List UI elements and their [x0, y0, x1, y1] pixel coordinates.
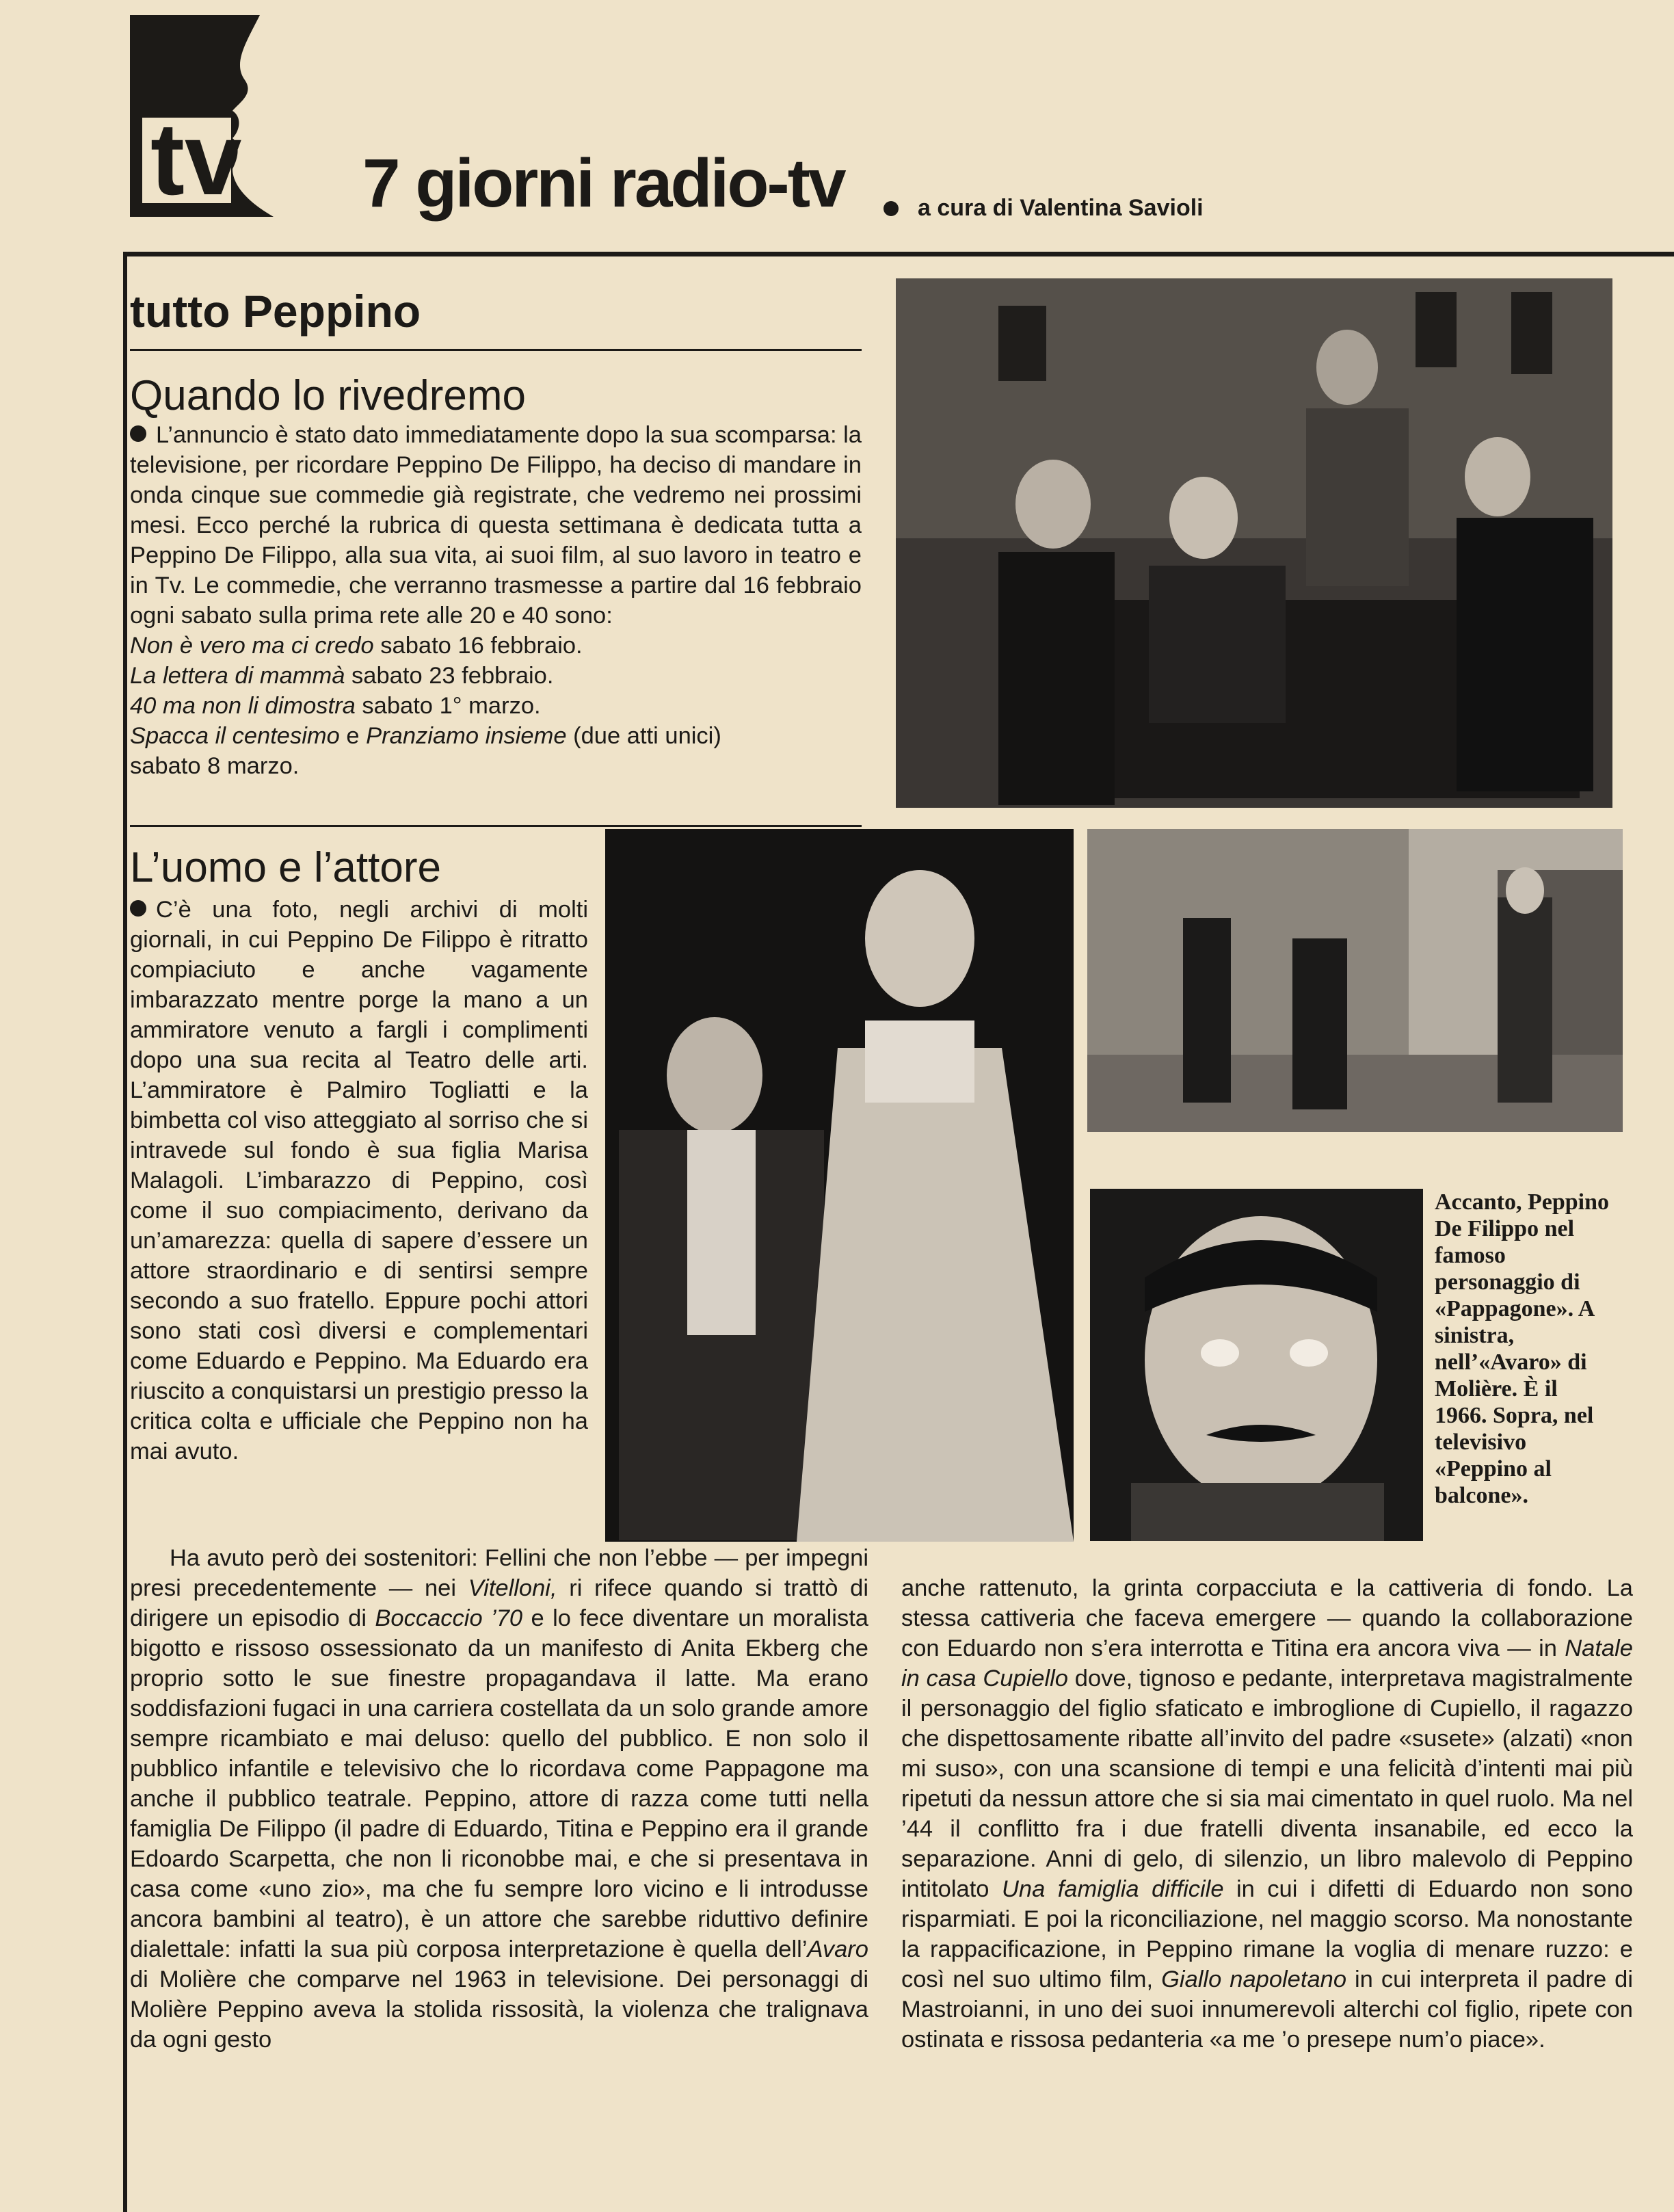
bullet-icon — [884, 201, 899, 216]
photo-stage-scene — [896, 278, 1612, 808]
schedule-item: La lettera di mammà sabato 23 febbraio. — [130, 663, 554, 689]
avaro-illustration — [605, 829, 1074, 1542]
part-rule — [130, 825, 862, 827]
part2-paragraph-1: C’è una foto, negli archivi di molti giornali, in cui Peppino De Filippo è ritratto compiaciuto e anche vagamente imbarazzato mentre porge la mano a un ammiratore venuto a fargli i complimenti dopo una sua recita al Teatro delle arti. L’ammiratore è Palmiro Togliatti e la bimbetta col viso atteggiato al sorriso che si intravede sul fondo è sua figlia Marisa Malagoli. L’imbarazzo di Peppino, così come il suo compiacimento, derivano da un’amarezza: quella di sapere d’essere un attore straordinario e di sentirsi sempre secondo a suo fratello. Eppure pochi attori sono stati così diversi e complementari come Eduardo e Peppino. Ma Eduardo era riuscito a conquistarsi un prestigio presso la critica colta e ufficiale che Peppino non ha mai avuto. — [130, 897, 588, 1464]
header-credit: a cura di Valentina Savioli — [884, 195, 1204, 222]
part1-heading: Quando lo rivedremo — [130, 372, 526, 419]
schedule-item: 40 ma non li dimostra sabato 1° marzo. — [130, 693, 541, 719]
tv-logo — [130, 15, 335, 217]
photo-pappagone — [1090, 1189, 1423, 1541]
balcone-illustration — [1087, 829, 1623, 1132]
part1-intro: L’annuncio è stato dato immediatamente dopo la sua scomparsa: la televisione, per ricordare Peppino De Filippo, ha deciso di mandare in onda cinque sue commedie già registrate, che vedremo nei prossimi mesi. Ecco perché la rubrica di questa settimana è dedicata tutta a Peppino De Filippo, alla sua vita, ai suoi film, al suo lavoro in teatro e in Tv. Le commedie, che verranno trasmesse a partire dal 16 febbraio ogni sabato sulla prima rete alle 20 e 40 sono: — [130, 422, 862, 629]
photo-avaro — [605, 829, 1074, 1542]
part2-paragraph-2: Ha avuto però dei sostenitori: Fellini che non l’ebbe — per impegni presi precedentemente — nei Vitelloni, ri rifece quando si trattò di dirigere un episodio di Boccaccio ’70 e lo fece diventare un moralista bigotto e rissoso ossessionato da un manifesto di Anita Ekberg che proprio sotto le sue finestre propagandava il latte. Ma erano soddisfazioni fugaci in una carriera costellata da un solo grande amore sempre ricambiato e mai deluso: quello del pubblico. E non solo il pubblico infantile e televisivo che lo ricordava come Pappagone ma anche il pubblico teatrale. Peppino, attore di razza come tutti nella famiglia De Filippo (il padre di Eduardo, Titina e Peppino era il grande Edoardo Scarpetta, che non li riconobbe mai, e che si presentava in casa come «uno zio», ma che fu sempre loro vicino e li introdusse ancora bambini al teatro), è un attore che sarebbe riduttivo definire dialettale: infatti la sua più corposa interpretazione è quella dell’Avaro di Molière che comparve nel 1963 in televisione. Dei personaggi di Molière Peppino aveva la stolida rissosità, la violenza che tralignava da ogni gesto — [130, 1545, 868, 2053]
top-rule — [123, 252, 1674, 256]
title-rule — [130, 349, 862, 351]
bullet-icon — [130, 900, 146, 917]
part2-paragraph-3: anche rattenuto, la grinta corpacciuta e la cattiveria di fondo. La stessa cattiveria che faceva emergere — quando la collaborazione con Eduardo non s’era interrotta e Titina era ancora viva — in Natale in casa Cupiello dove, tignoso e pedante, interpretava magistralmente il personaggio del figlio sfaticato e imbroglione di Cupiello, il ragazzo che dispettosamente ribatte all’invito del padre «susete» (alzati) «non mi suso», con una scansione di tempi e una felicità d’intenti mai più ripetuti da nessun attore che si sia mai cimentato in quel ruolo. Ma nel ’44 il conflitto fra i due fratelli diventa insanabile, ed ecco la separazione. Anni di gelo, di silenzio, un libro malevolo di Peppino intitolato Una famiglia difficile in cui i difetti di Eduardo non sono risparmiati. E poi la riconciliazione, nel maggio scorso. Ma nonostante la rappacificazione, in Peppino rimane la voglia di menare ruzzo: e così nel suo ultimo film, Giallo napoletano in cui interpreta il padre di Mastroianni, in uno dei suoi innumerevoli alterchi col figlio, ripete con ostinata e rissosa pedanteria «a me ’o presepe num’o piace». — [901, 1575, 1633, 2053]
part1-body — [130, 420, 862, 781]
bullet-icon — [130, 425, 146, 442]
part2-heading: L’uomo e l’attore — [130, 844, 441, 891]
svg-text:tv: tv — [150, 101, 242, 216]
photo-caption: Accanto, Peppino De Filippo nel famoso personaggio di «Pappagone». A sinistra, nell’«Avaro» di Molière. È il 1966. Sopra, nel televisivo «Peppino al balcone». — [1435, 1189, 1609, 1508]
schedule-item: Non è vero ma ci credo sabato 16 febbraio. — [130, 633, 583, 659]
stage-scene-illustration — [896, 278, 1612, 808]
photo-balcone — [1087, 829, 1623, 1132]
schedule-item: Spacca il centesimo e Pranziamo insieme (due atti unici) sabato 8 marzo. — [130, 723, 721, 779]
left-rule — [123, 252, 127, 2212]
section-title: tutto Peppino — [130, 286, 421, 337]
header-title: 7 giorni radio-tv — [362, 145, 845, 222]
pappagone-illustration — [1090, 1189, 1423, 1541]
